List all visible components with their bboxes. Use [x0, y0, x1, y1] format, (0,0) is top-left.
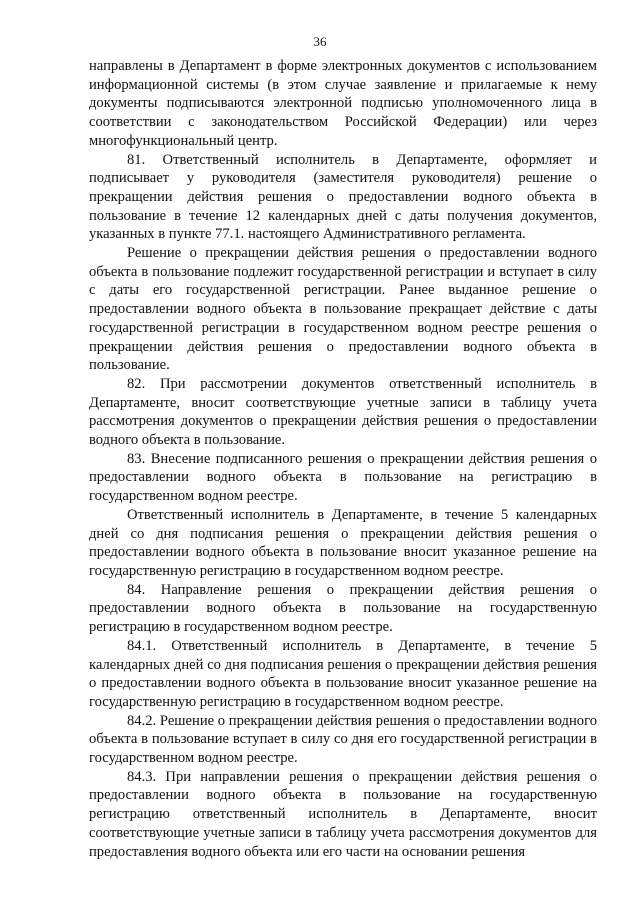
- paragraph-83: 83. Внесение подписанного решения о прекращении действия решения о предоставлении водного объекта в пользование на регистрацию в государственном водном реестре.: [89, 450, 597, 505]
- paragraph-84-1: 84.1. Ответственный исполнитель в Департаменте, в течение 5 календарных дней со дня подписания решения о прекращении действия решения о предоставлении водного объекта в пользование вносит указанное решение на государственную регистрацию в государственном водном реестре.: [89, 637, 597, 710]
- paragraph-84-2: 84.2. Решение о прекращении действия решения о предоставлении водного объекта в пользование вступает в силу со дня его государственной регистрации в государственном водном реестре.: [89, 712, 597, 767]
- page-number: 36: [313, 34, 327, 49]
- paragraph-84: 84. Направление решения о прекращении действия решения о предоставлении водного объекта в пользование на государственную регистрацию в государственном водном реестре.: [89, 581, 597, 636]
- paragraph-continuation: направлены в Департамент в форме электронных документов с использованием информационной системы (в этом случае заявление и прилагаемые к нему документы подписываются электронной подписью уполномоченного лица в соответствии с законодательством Российской Федерации) или через многофункциональный центр.: [89, 58, 597, 149]
- document-body: [89, 57, 597, 861]
- paragraph-81-registration: Решение о прекращении действия решения о предоставлении водного объекта в пользование подлежит государственной регистрации и вступает в силу с даты его государственной регистрации. Ранее выданное решение о предоставлении водного объекта в пользование прекращает действие с даты государственной регистрации в государственном водном реестре решения о прекращении действия решения о предоставлении водного объекта в пользование.: [89, 245, 597, 374]
- paragraph-84-3: 84.3. При направлении решения о прекращении действия решения о предоставлении водного объекта в пользование на государственную регистрацию ответственный исполнитель в Департаменте, вносит соответствующие учетные записи в таблицу учета рассмотрения документов для предоставления водного объекта или его части на основании решения: [89, 768, 597, 860]
- paragraph-82: 82. При рассмотрении документов ответственный исполнитель в Департаменте, вносит соответствующие учетные записи в таблицу учета рассмотрения документов о прекращении действия решения о предоставлении водного объекта в пользование.: [89, 375, 597, 449]
- paragraph-83-executor: Ответственный исполнитель в Департаменте, в течение 5 календарных дней со дня подписания решения о прекращении действия решения о предоставлении водного объекта в пользование вносит указанное решение на государственную регистрацию в государственном водном реестре.: [89, 506, 597, 579]
- paragraph-81: 81. Ответственный исполнитель в Департаменте, оформляет и подписывает у руководителя (заместителя руководителя) решение о прекращении действия решения о предоставлении водного объекта в пользование в течение 12 календарных дней с даты получения документов, указанных в пункте 77.1. настоящего Административного регламента.: [89, 151, 597, 243]
